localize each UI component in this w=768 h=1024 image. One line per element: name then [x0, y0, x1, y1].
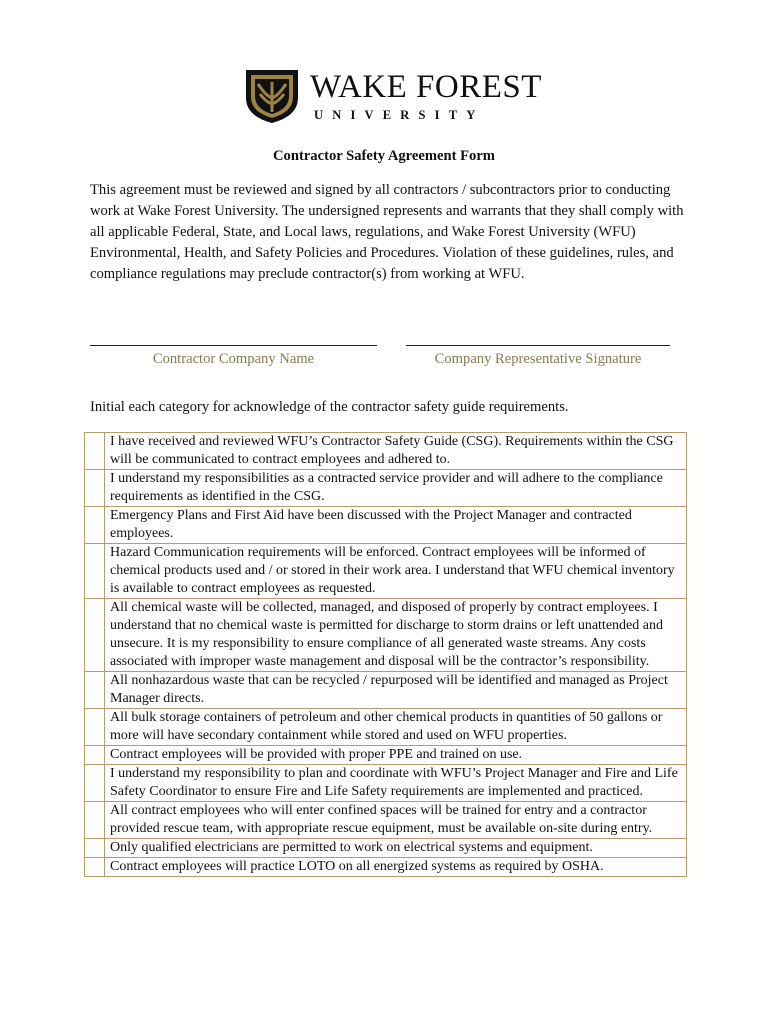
- university-logo: [244, 68, 542, 124]
- initial-box[interactable]: [85, 765, 105, 802]
- table-row: [85, 544, 687, 599]
- table-row: [85, 839, 687, 858]
- form-title: Contractor Safety Agreement Form: [273, 148, 495, 164]
- signature-line: [406, 330, 670, 346]
- requirements-table: [84, 432, 687, 877]
- requirement-text: Contract employees will be provided with proper PPE and trained on use.: [105, 746, 687, 765]
- initial-box[interactable]: [85, 839, 105, 858]
- signature-line: [90, 330, 377, 346]
- requirement-text: All bulk storage containers of petroleum and other chemical products in quantities of 50 gallons or more will have secondary containment while stored and used on WFU properties.: [105, 709, 687, 746]
- requirement-text: I have received and reviewed WFU’s Contractor Safety Guide (CSG). Requirements within the CSG will be communicated to contract employees and adhered to.: [105, 433, 687, 470]
- requirement-text: Contract employees will practice LOTO on all energized systems as required by OSHA.: [105, 858, 687, 877]
- initial-instructions: Initial each category for acknowledge of the contractor safety guide requirements.: [90, 399, 569, 415]
- intro-paragraph: This agreement must be reviewed and signed by all contractors / subcontractors prior to conducting work at Wake Forest University. The undersigned represents and warrants that they shall comply with all applicable Federal, State, and Local laws, regulations, and Wake Forest University (WFU) Environmental, Health, and Safety Policies and Procedures. Violation of these guidelines, rules, and compliance regulations may preclude contractor(s) from working at WFU.: [90, 182, 684, 282]
- requirement-text: All nonhazardous waste that can be recycled / repurposed will be identified and managed as Project Manager directs.: [105, 672, 687, 709]
- contractor-name-label: Contractor Company Name: [152, 351, 315, 367]
- table-row: [85, 765, 687, 802]
- table-row: [85, 599, 687, 672]
- shield-logo-icon: [244, 68, 300, 124]
- requirement-text: Only qualified electricians are permitted to work on electrical systems and equipment.: [105, 839, 687, 858]
- initial-box[interactable]: [85, 802, 105, 839]
- initial-box[interactable]: [85, 507, 105, 544]
- logo-name: WAKE FOREST: [310, 69, 542, 105]
- table-row: [85, 507, 687, 544]
- table-row: [85, 858, 687, 877]
- table-row: [85, 802, 687, 839]
- requirement-text: I understand my responsibility to plan and coordinate with WFU’s Project Manager and Fire and Life Safety Coordinator to ensure Fire and Life Safety requirements are implemented and practiced.: [105, 765, 687, 802]
- requirement-text: Hazard Communication requirements will be enforced. Contract employees will be informed of chemical products used and / or stored in their work area. I understand that WFU chemical inventory is available to contract employees as requested.: [105, 544, 687, 599]
- initial-box[interactable]: [85, 709, 105, 746]
- requirement-text: All chemical waste will be collected, managed, and disposed of properly by contract employees. I understand that no chemical waste is permitted for discharge to storm drains or left unattended and unsecure. It is my responsibility to ensure compliance of all generated waste streams. Any costs associated with improper waste management and disposal will be the contractor’s responsibility.: [105, 599, 687, 672]
- initial-box[interactable]: [85, 672, 105, 709]
- representative-signature-label: Company Representative Signature: [434, 351, 642, 367]
- table-row: [85, 746, 687, 765]
- requirement-text: Emergency Plans and First Aid have been discussed with the Project Manager and contracted employees.: [105, 507, 687, 544]
- contractor-name-field[interactable]: [90, 330, 377, 368]
- logo-subtitle: UNIVERSITY: [314, 108, 485, 122]
- representative-signature-field[interactable]: [406, 330, 670, 368]
- initial-box[interactable]: [85, 746, 105, 765]
- initial-box[interactable]: [85, 599, 105, 672]
- requirement-text: All contract employees who will enter confined spaces will be trained for entry and a contractor provided rescue team, with appropriate rescue equipment, must be available on-site during entry.: [105, 802, 687, 839]
- table-row: [85, 672, 687, 709]
- table-row: [85, 709, 687, 746]
- requirement-text: I understand my responsibilities as a contracted service provider and will adhere to the compliance requirements as identified in the CSG.: [105, 470, 687, 507]
- initial-box[interactable]: [85, 858, 105, 877]
- initial-box[interactable]: [85, 470, 105, 507]
- initial-box[interactable]: [85, 433, 105, 470]
- initial-box[interactable]: [85, 544, 105, 599]
- table-row: [85, 470, 687, 507]
- table-row: [85, 433, 687, 470]
